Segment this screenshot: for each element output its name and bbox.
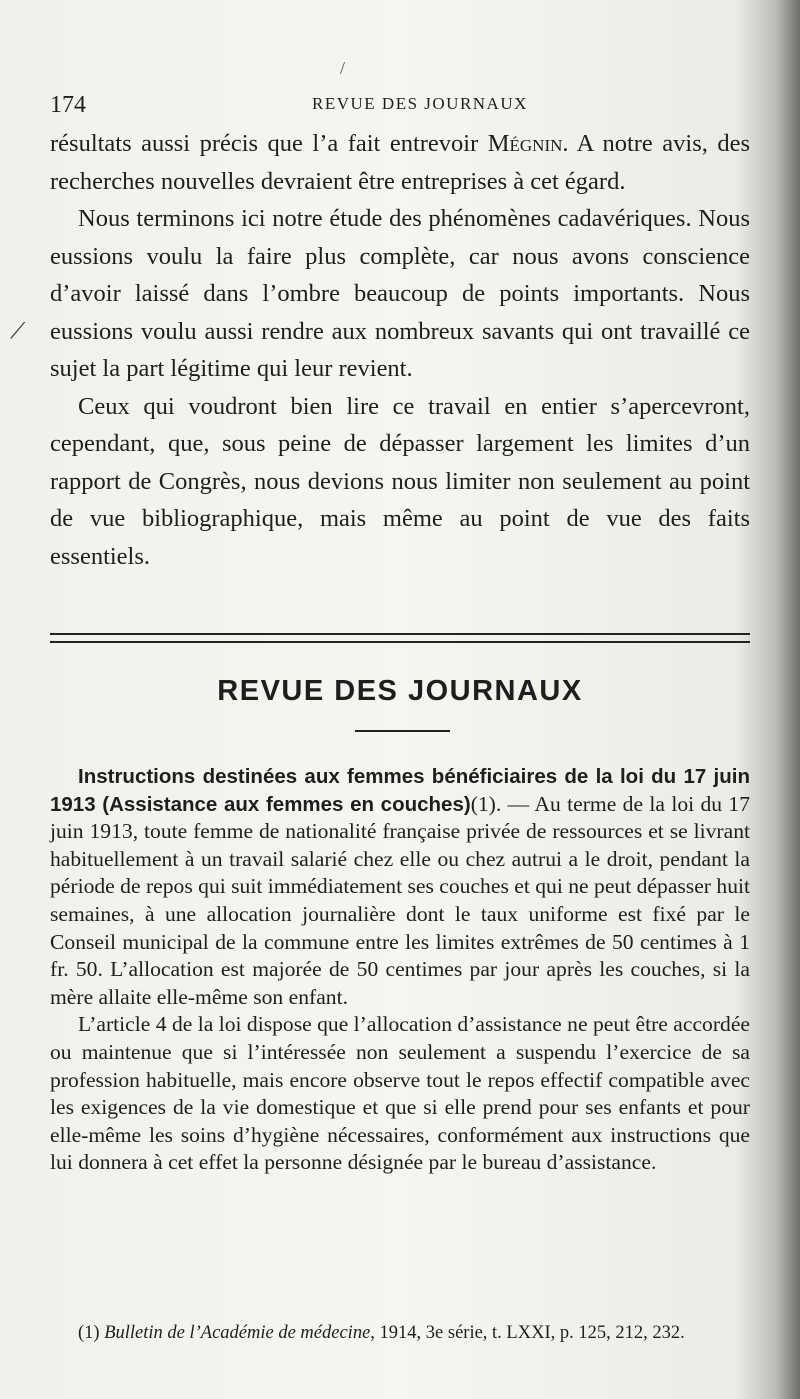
article-title: Instructions destinées aux femmes bénéficiaires de la loi du 17 juin 1913 (Assistance aux femmes en couches) <box>50 765 750 816</box>
page-header <box>50 92 750 122</box>
journal-review <box>50 763 750 1177</box>
margin-pencil-mark: ⟋ <box>10 318 26 343</box>
section-divider <box>50 633 750 643</box>
article-conclusion <box>50 125 750 575</box>
paragraph: Ceux qui voudront bien lire ce travail en entier s’apercevront, cependant, que, sous peine de dépasser largement les limites d’un rapport de Congrès, nous devions nous limiter non seulement au point de vue bibliographique, mais même au point de vue des faits essentiels. <box>50 392 750 570</box>
author-name: Mégnin <box>487 130 563 157</box>
footnote-reference: (1). <box>470 791 502 816</box>
footnote-marker: (1) <box>78 1323 100 1343</box>
paragraph-text: résultats aussi précis que l’a fait entrevoir <box>50 130 488 157</box>
pencil-mark: / <box>340 58 346 78</box>
paragraph-text: . A notre avis, des recherches nouvelles devraient être entreprises à cet égard. <box>50 130 750 195</box>
journal-title: Bulletin de l’Académie de médecine <box>104 1323 371 1343</box>
footnote-text <box>50 1322 750 1346</box>
paragraph-text: Au terme de la loi du 17 juin 1913, toute femme de nationalité française privée de ressources et se livrant habituellement à un travail salarié chez elle ou chez autrui a le droit, pendant la période de repos qui suit immédiatement ses couches et qui ne peut dépasser huit semaines, à une allocation journalière dont le taux uniforme est fixé par le Conseil municipal de la commune entre les limites extrêmes de 50 centimes à 1 fr. 50. L’allocation est majorée de 50 centimes par jour après les couches, si la mère allaite elle-même son enfant. <box>50 791 751 1009</box>
paragraph <box>50 763 750 1011</box>
page-number: 174 <box>50 92 86 118</box>
paragraph: L’article 4 de la loi dispose que l’allocation d’assistance ne peut être accordée ou maintenue que si l’intéressée non seulement a suspendu l’exercice de sa profession habituelle, mais encore observe tout le repos effectif compatible avec les exigences de la vie domestique et que si elle prend pour ses enfants et pour elle-même les soins d’hygiène nécessaires, conformément aux instructions que lui donnera à cet effet la personne désignée par le bureau d’assistance. <box>50 1012 750 1175</box>
paragraph: Nous terminons ici notre étude des phénomènes cadavériques. Nous eussions voulu la faire plus complète, car nous avons conscience d’avoir laissé dans l’ombre beaucoup de points importants. Nous eussions voulu aussi rendre aux nombreux savants qui ont travaillé ce sujet la part légitime qui leur revient. <box>50 205 750 382</box>
paragraph <box>50 125 750 200</box>
citation-details: , 1914, 3e série, t. LXXI, p. 125, 212, 232. <box>370 1323 685 1343</box>
running-head: REVUE DES JOURNAUX <box>312 94 528 113</box>
section-title: REVUE DES JOURNAUX <box>217 675 583 707</box>
footnote <box>50 1322 750 1346</box>
title-underline <box>355 730 450 732</box>
em-dash: — <box>501 791 535 816</box>
